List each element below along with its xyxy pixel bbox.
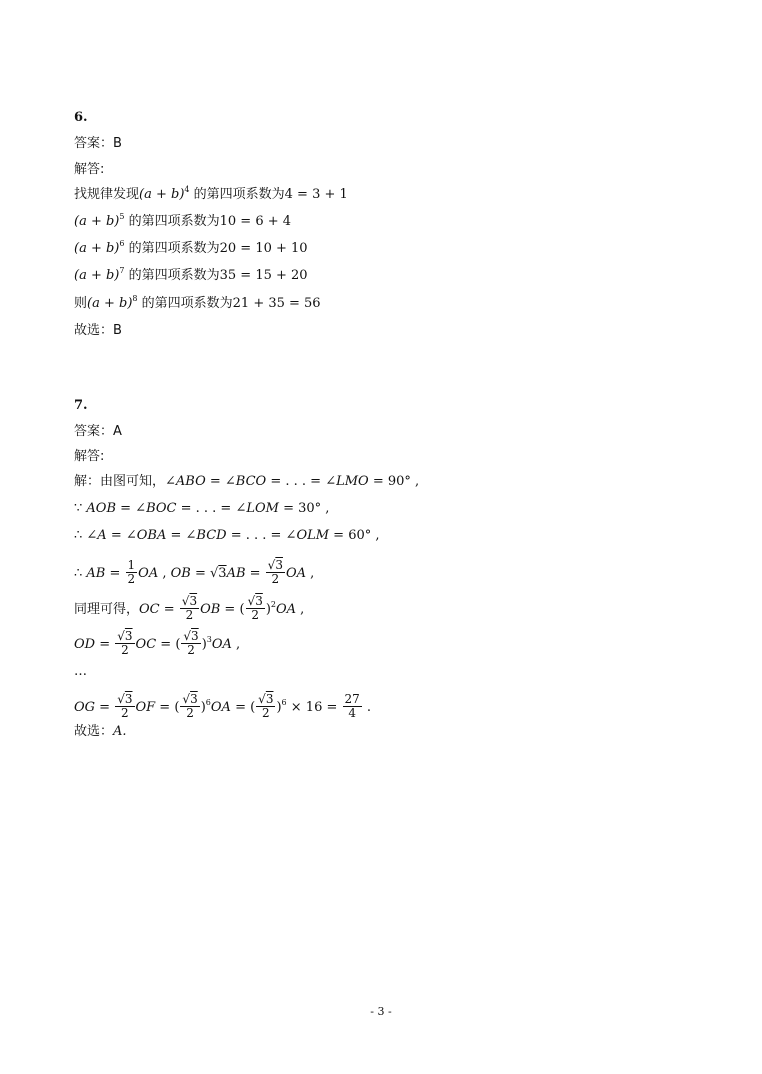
- question-6-line-4: $(a + b)^7$ 的第四项系数为35 = 15 + 20: [74, 266, 308, 283]
- question-7-line-5: 同理可得，OC = $\frac{√3}{2}$ OB = ( $\frac{√3}{2}$ )$^2$OA ,: [74, 594, 305, 622]
- question-6-number: 6.: [74, 110, 88, 125]
- page-number: - 3 -: [370, 1005, 392, 1018]
- question-7-line-6: OD = $\frac{√3}{2}$ OC = ( $\frac{√3}{2}$ )$^3$OA ,: [74, 629, 241, 657]
- question-7-line-3: ∴ ∠A = ∠OBA = ∠BCD = . . . = ∠OLM = 60° ,: [74, 528, 380, 543]
- question-6-line-5: 则$(a + b)^8$ 的第四项系数为21 + 35 = 56: [74, 294, 321, 311]
- question-7-line-7: OG = $\frac{√3}{2}$ OF = ( $\frac{√3}{2}$ )$^6$OA = ( $\frac{√3}{2}$ )$^6$ × 16 = $\frac{27}{4}$ .: [74, 692, 372, 720]
- question-7-line-4: ∴ AB = $\frac{1}{2}$ OA , OB = √3AB = $\frac{√3}{2}$ OA ,: [74, 558, 315, 586]
- question-7-choice: 故选：A.: [74, 724, 127, 739]
- question-6-answer: 答案：B: [74, 136, 122, 151]
- question-7-number: 7.: [74, 398, 88, 413]
- question-6-choice: 故选：B: [74, 323, 122, 338]
- question-7-answer: 答案：A: [74, 424, 122, 439]
- question-7-line-1: 解：由图可知，∠ABO = ∠BCO = . . . = ∠LMO = 90° ,: [74, 474, 420, 489]
- question-7-line-2: ∵ AOB = ∠BOC = . . . = ∠LOM = 30° ,: [74, 501, 330, 516]
- question-6-line-3: $(a + b)^6$ 的第四项系数为20 = 10 + 10: [74, 239, 308, 256]
- question-6-solution-label: 解答:: [74, 162, 105, 177]
- question-6-line-2: $(a + b)^5$ 的第四项系数为10 = 6 + 4: [74, 212, 292, 229]
- question-7-ellipsis: …: [74, 664, 87, 679]
- question-6-line-1: 找规律发现$(a + b)^4$ 的第四项系数为4 = 3 + 1: [74, 185, 348, 202]
- question-7-solution-label: 解答:: [74, 449, 105, 464]
